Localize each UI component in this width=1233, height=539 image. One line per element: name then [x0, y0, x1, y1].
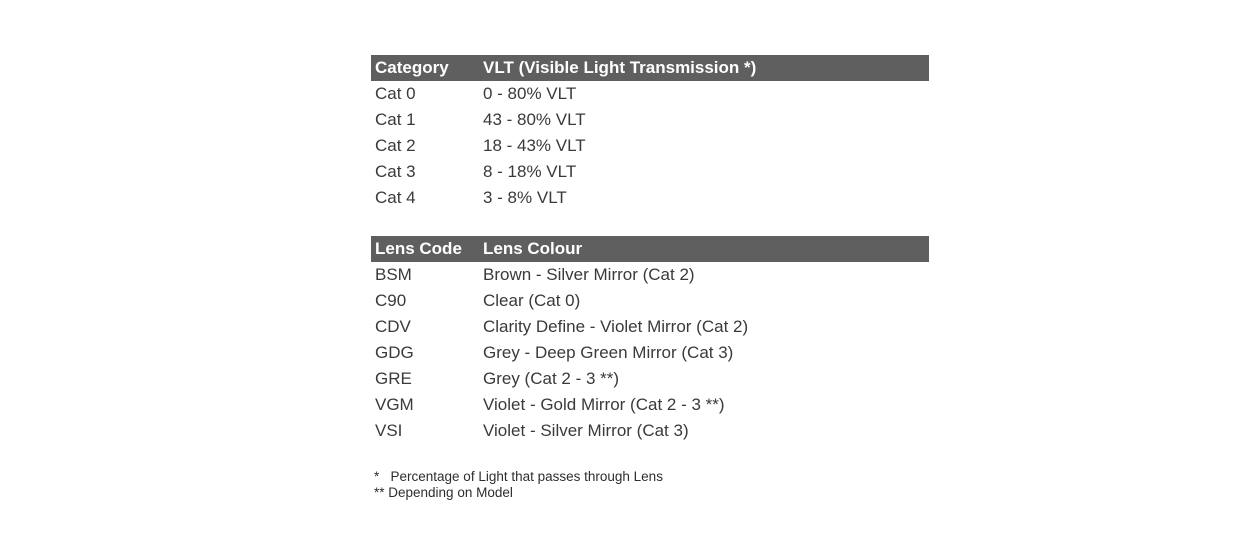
lens-colour-cell: Clear (Cat 0) — [483, 291, 581, 310]
lens-code-header: Lens Code — [371, 236, 479, 262]
lens-colour-cell: Clarity Define - Violet Mirror (Cat 2) — [483, 317, 749, 336]
footnote-model: ** Depending on Model — [374, 485, 513, 500]
category-table-header-row — [371, 55, 929, 81]
vlt-cell: 8 - 18% VLT — [483, 162, 577, 181]
lens-colour-cell: Grey (Cat 2 - 3 **) — [483, 369, 620, 388]
footnote-vlt: * Percentage of Light that passes through Lens — [374, 469, 663, 484]
category-cell: Cat 0 — [375, 84, 416, 103]
vlt-cell: 0 - 80% VLT — [483, 84, 577, 103]
vlt-cell: 43 - 80% VLT — [483, 110, 586, 129]
lens-colour-cell: Grey - Deep Green Mirror (Cat 3) — [483, 343, 734, 362]
table-row — [371, 288, 929, 314]
lens-code-cell: VGM — [375, 395, 414, 414]
table-row — [371, 159, 929, 185]
vlt-cell: 3 - 8% VLT — [483, 188, 567, 207]
category-cell: Cat 3 — [375, 162, 416, 181]
category-table — [371, 55, 929, 211]
table-spacer — [371, 211, 929, 236]
vlt-header: VLT (Visible Light Transmission *) — [479, 55, 929, 81]
category-cell: Cat 2 — [375, 136, 416, 155]
lens-table-header-row — [371, 236, 929, 262]
lens-code-cell: C90 — [375, 291, 407, 310]
lens-code-cell: BSM — [375, 265, 412, 284]
category-cell: Cat 4 — [375, 188, 416, 207]
table-row — [371, 81, 929, 107]
table-row — [371, 418, 929, 444]
table-row — [371, 185, 929, 211]
lens-code-cell: GDG — [375, 343, 414, 362]
table-row — [371, 262, 929, 288]
footnotes — [371, 469, 929, 501]
lens-code-cell: CDV — [375, 317, 411, 336]
table-row — [371, 366, 929, 392]
lens-table — [371, 236, 929, 444]
lens-code-cell: VSI — [375, 421, 403, 440]
table-row — [371, 392, 929, 418]
table-row — [371, 133, 929, 159]
lens-code-cell: GRE — [375, 369, 412, 388]
lens-colour-header: Lens Colour — [479, 236, 929, 262]
lens-colour-cell: Violet - Silver Mirror (Cat 3) — [483, 421, 689, 440]
vlt-cell: 18 - 43% VLT — [483, 136, 586, 155]
table-row — [371, 314, 929, 340]
table-row — [371, 107, 929, 133]
lens-colour-cell: Violet - Gold Mirror (Cat 2 - 3 **) — [483, 395, 725, 414]
category-cell: Cat 1 — [375, 110, 416, 129]
lens-spec-document — [371, 55, 929, 501]
lens-colour-cell: Brown - Silver Mirror (Cat 2) — [483, 265, 695, 284]
category-header: Category — [371, 55, 479, 81]
table-row — [371, 340, 929, 366]
